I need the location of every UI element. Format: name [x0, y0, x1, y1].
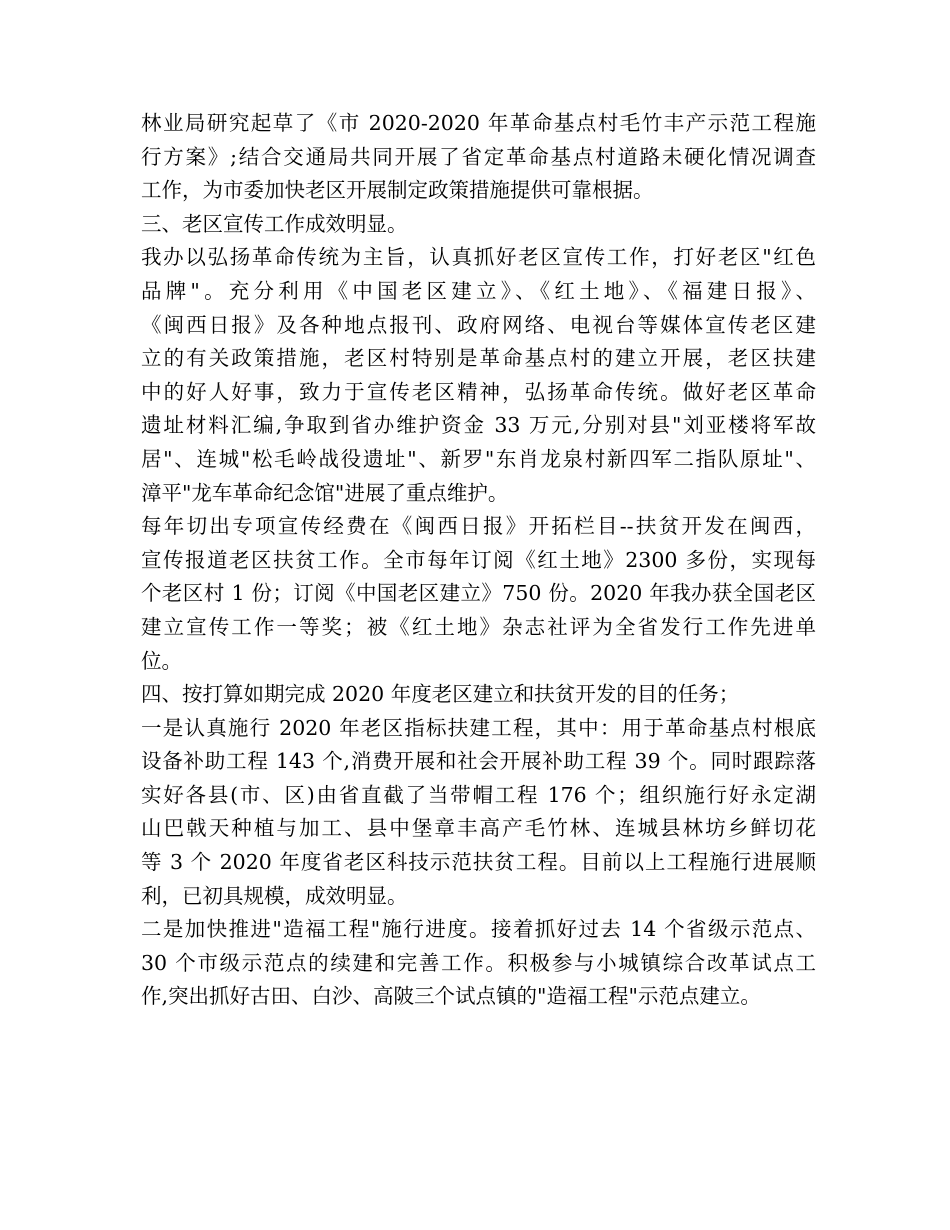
text-line: 立的有关政策措施，老区村特别是革命基点村的建立开展，老区扶建 — [141, 346, 816, 371]
text-line: 每年切出专项宣传经费在《闽西日报》开拓栏目--扶贫开发在闽西， — [141, 514, 816, 539]
text-line: 山巴戟天种植与加工、县中堡章丰高产毛竹林、连城县林坊乡鲜切花 — [141, 816, 816, 841]
text-line: 遗址材料汇编,争取到省办维护资金 33 万元,分别对县"刘亚楼将军故 — [141, 413, 816, 438]
section-heading — [141, 208, 816, 242]
heading-text: 三、老区宣传工作成效明显。 — [141, 211, 408, 236]
text-line: 个老区村 1 份；订阅《中国老区建立》750 份。2020 年我办获全国老区 — [141, 581, 816, 606]
text-line: 中的好人好事，致力于宣传老区精神，弘扬革命传统。做好老区革命 — [141, 379, 816, 404]
text-line: 建立宣传工作一等奖；被《红土地》杂志社评为全省发行工作先进单 — [141, 614, 816, 639]
text-line: 工作，为市委加快老区开展制定政策措施提供可靠根据。 — [141, 178, 654, 203]
text-line: 品牌"。充分利用《中国老区建立》、《红土地》、《福建日报》、 — [141, 278, 816, 303]
paragraph — [141, 241, 816, 510]
text-line: 《闽西日报》及各种地点报刊、政府网络、电视台等媒体宣传老区建 — [141, 312, 816, 337]
paragraph — [141, 712, 816, 914]
text-line: 我办以弘扬革命传统为主旨，认真抓好老区宣传工作，打好老区"红色 — [141, 245, 816, 270]
text-line: 位。 — [141, 648, 182, 673]
paragraph — [141, 107, 816, 208]
text-line: 二是加快推进"造福工程"施行进度。接着抓好过去 14 个省级示范点、 — [141, 917, 816, 942]
text-line: 等 3 个 2020 年度省老区科技示范扶贫工程。目前以上工程施行进展顺 — [141, 850, 816, 875]
text-line: 实好各县(市、区)由省直截了当带帽工程 176 个；组织施行好永定湖 — [141, 782, 816, 807]
text-line: 漳平"龙车革命纪念馆"进展了重点维护。 — [141, 480, 509, 505]
text-line: 宣传报道老区扶贫工作。全市每年订阅《红土地》2300 多份，实现每 — [141, 547, 816, 572]
text-line: 作,突出抓好古田、白沙、高陂三个试点镇的"造福工程"示范点建立。 — [141, 984, 761, 1009]
section-heading — [141, 678, 816, 712]
text-line: 林业局研究起草了《市 2020-2020 年革命基点村毛竹丰产示范工程施 — [141, 111, 816, 135]
text-line: 利，已初具规模，成效明显。 — [141, 883, 408, 908]
heading-text: 四、按打算如期完成 2020 年度老区建立和扶贫开发的目的任务； — [141, 682, 740, 707]
document-page — [141, 107, 816, 1014]
paragraph — [141, 913, 816, 1014]
text-line: 一是认真施行 2020 年老区指标扶建工程，其中：用于革命基点村根底 — [141, 715, 816, 740]
paragraph — [141, 510, 816, 678]
text-line: 设备补助工程 143 个,消费开展和社会开展补助工程 39 个。同时跟踪落 — [141, 749, 816, 774]
text-line: 行方案》;结合交通局共同开展了省定革命基点村道路未硬化情况调查 — [141, 144, 816, 169]
text-line: 居"、连城"松毛岭战役遗址"、新罗"东肖龙泉村新四军二指队原址"、 — [141, 446, 816, 471]
text-line: 30 个市级示范点的续建和完善工作。积极参与小城镇综合改革试点工 — [141, 950, 816, 975]
